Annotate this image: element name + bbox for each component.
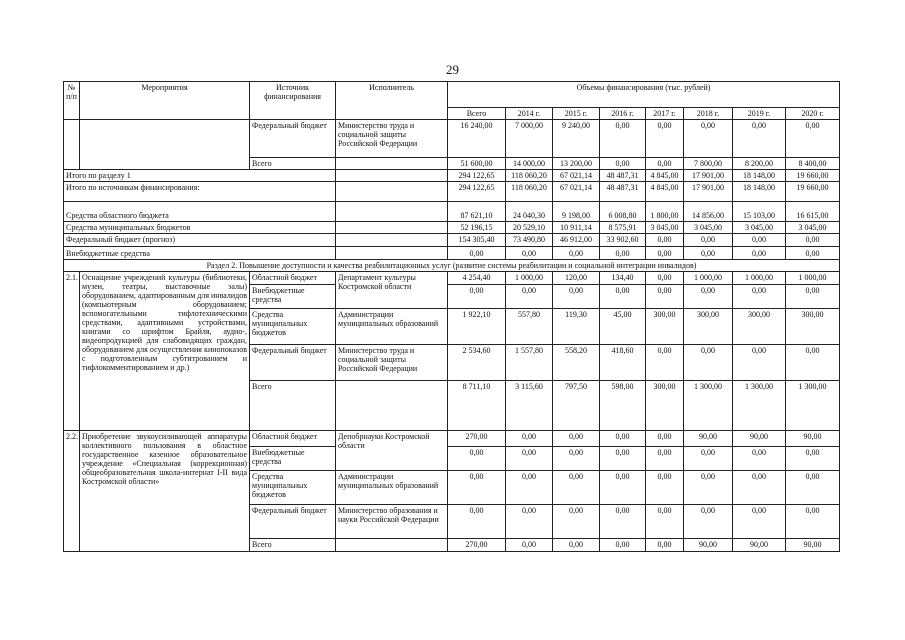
table-row [64, 272, 840, 285]
value-cell: 0,00 [684, 447, 733, 471]
total-row [64, 182, 840, 202]
year-header: 2020 г. [786, 108, 840, 120]
value-cell: 90,00 [733, 539, 786, 552]
value-cell: 1 557,80 [506, 345, 553, 381]
value-cell: 18 148,00 [733, 170, 786, 182]
value-cell: 0,00 [733, 247, 786, 260]
value-cell: 0,00 [786, 505, 840, 539]
value-cell: 16 615,00 [786, 202, 840, 222]
value-cell: 0,00 [600, 447, 646, 471]
value-cell: 0,00 [506, 505, 553, 539]
col-executor-header: Исполнитель [336, 82, 448, 120]
year-header: 2018 г. [684, 108, 733, 120]
value-cell: 0,00 [646, 539, 684, 552]
year-header: 2014 г. [506, 108, 553, 120]
value-cell: 0,00 [646, 234, 684, 247]
executor-cell: Министерство труда и социальной защиты Российской Федерации [336, 120, 448, 158]
value-cell: 90,00 [786, 539, 840, 552]
value-cell: 0,00 [600, 505, 646, 539]
financing-table [63, 81, 840, 552]
value-cell: 9 198,00 [553, 202, 600, 222]
value-cell: 294 122,65 [448, 170, 506, 182]
value-cell: 24 040,30 [506, 202, 553, 222]
value-cell: 4 254,40 [448, 272, 506, 285]
table-row [64, 120, 840, 158]
value-cell: 0,00 [646, 345, 684, 381]
source-cell: Внебюджетные средства [250, 447, 336, 471]
value-cell: 598,00 [600, 381, 646, 431]
source-cell: Всего [250, 158, 336, 170]
value-cell: 0,00 [506, 247, 553, 260]
value-cell: 0,00 [600, 158, 646, 170]
value-cell: 18 148,00 [733, 182, 786, 202]
value-cell: 0,00 [506, 539, 553, 552]
value-cell: 0,00 [646, 120, 684, 158]
col-measures-header: Мероприятия [80, 82, 250, 120]
value-cell: 90,00 [684, 431, 733, 447]
value-cell: 0,00 [786, 345, 840, 381]
executor-cell: Министерство труда и социальной защиты Российской Федерации [336, 345, 448, 381]
value-cell: 3 045,00 [684, 222, 733, 234]
value-cell: 1 300,00 [733, 381, 786, 431]
value-cell: 0,00 [733, 120, 786, 158]
value-cell: 0,00 [553, 539, 600, 552]
empty-cell [80, 120, 250, 170]
value-cell: 48 487,31 [600, 182, 646, 202]
value-cell: 0,00 [646, 285, 684, 309]
value-cell: 0,00 [600, 471, 646, 505]
value-cell: 73 490,80 [506, 234, 553, 247]
value-cell: 0,00 [646, 431, 684, 447]
value-cell: 14 000,00 [506, 158, 553, 170]
value-cell: 14 856,00 [684, 202, 733, 222]
year-header: 2016 г. [600, 108, 646, 120]
value-cell: 1 000,00 [733, 272, 786, 285]
value-cell: 0,00 [684, 285, 733, 309]
value-cell: 0,00 [448, 471, 506, 505]
value-cell: 294 122,65 [448, 182, 506, 202]
value-cell: 16 240,00 [448, 120, 506, 158]
value-cell: 300,00 [646, 309, 684, 345]
value-cell: 8 711,10 [448, 381, 506, 431]
value-cell: 1 000,00 [786, 272, 840, 285]
value-cell: 300,00 [786, 309, 840, 345]
value-cell: 3 045,00 [733, 222, 786, 234]
measure-description: Приобретение звукоусиливающей аппаратуры коллективного пользования в областное государственное казенное образовательное учреждение «Специальная (коррекционная) общеобразовательная школа-интернат I-II вида Костромской области» [80, 431, 250, 552]
col-source-header: Источник финансирования [250, 82, 336, 120]
value-cell: 0,00 [506, 285, 553, 309]
value-cell: 300,00 [646, 381, 684, 431]
table-row [64, 431, 840, 447]
value-cell: 0,00 [448, 447, 506, 471]
value-cell: 46 912,00 [553, 234, 600, 247]
executor-cell: Министерство образования и науки Российской Федерации [336, 505, 448, 539]
page-number: 29 [446, 62, 459, 77]
value-cell: 0,00 [786, 447, 840, 471]
value-cell: 0,00 [646, 505, 684, 539]
value-cell: 0,00 [733, 345, 786, 381]
value-cell: 0,00 [600, 539, 646, 552]
empty-cell [336, 170, 448, 182]
value-cell: 0,00 [600, 431, 646, 447]
value-cell: 120,00 [553, 272, 600, 285]
value-cell: 558,20 [553, 345, 600, 381]
section-title-row [64, 260, 840, 272]
value-cell: 48 487,31 [600, 170, 646, 182]
value-cell: 119,30 [553, 309, 600, 345]
value-cell: 13 200,00 [553, 158, 600, 170]
value-cell: 20 529,10 [506, 222, 553, 234]
value-cell: 19 660,00 [786, 170, 840, 182]
value-cell: 300,00 [733, 309, 786, 345]
value-cell: 270,00 [448, 539, 506, 552]
value-cell: 90,00 [684, 539, 733, 552]
value-cell: 0,00 [733, 285, 786, 309]
value-cell: 8 400,00 [786, 158, 840, 170]
source-cell: Федеральный бюджет [250, 120, 336, 158]
value-cell: 0,00 [646, 471, 684, 505]
value-cell: 15 103,00 [733, 202, 786, 222]
total-row [64, 222, 840, 234]
value-cell: 90,00 [786, 431, 840, 447]
value-cell: 557,80 [506, 309, 553, 345]
total-label: Средства областного бюджета [64, 202, 336, 222]
value-cell: 0,00 [733, 234, 786, 247]
value-cell: 67 021,14 [553, 182, 600, 202]
value-cell: 0,00 [553, 247, 600, 260]
value-cell: 3 115,60 [506, 381, 553, 431]
item-number: 2.1. [64, 272, 80, 431]
executor-cell: Администрации муниципальных образований [336, 309, 448, 345]
value-cell: 1 000,00 [684, 272, 733, 285]
value-cell: 0,00 [786, 120, 840, 158]
value-cell: 0,00 [448, 285, 506, 309]
value-cell: 3 045,00 [646, 222, 684, 234]
value-cell: 2 534,60 [448, 345, 506, 381]
value-cell: 9 240,00 [553, 120, 600, 158]
value-cell: 45,00 [600, 309, 646, 345]
value-cell: 0,00 [684, 471, 733, 505]
value-cell: 7 800,00 [684, 158, 733, 170]
executor-cell [336, 381, 448, 431]
value-cell: 0,00 [786, 234, 840, 247]
value-cell: 0,00 [684, 234, 733, 247]
value-cell: 1 000,00 [506, 272, 553, 285]
value-cell: 0,00 [646, 447, 684, 471]
value-cell: 33 902,60 [600, 234, 646, 247]
empty-cell [64, 120, 80, 170]
value-cell: 0,00 [733, 471, 786, 505]
value-cell: 0,00 [684, 247, 733, 260]
value-cell: 52 196,15 [448, 222, 506, 234]
value-cell: 418,60 [600, 345, 646, 381]
value-cell: 1 300,00 [786, 381, 840, 431]
value-cell: 134,40 [600, 272, 646, 285]
value-cell: 0,00 [786, 247, 840, 260]
executor-cell [336, 158, 448, 170]
empty-cell [336, 182, 448, 202]
total-label: Итого по разделу 1 [64, 170, 336, 182]
value-cell: 87 621,10 [448, 202, 506, 222]
executor-cell: Департамент культуры Костромской области [336, 272, 448, 309]
value-cell: 118 060,20 [506, 182, 553, 202]
value-cell: 0,00 [684, 505, 733, 539]
value-cell: 0,00 [646, 158, 684, 170]
source-cell: Всего [250, 539, 336, 552]
year-header: 2015 г. [553, 108, 600, 120]
value-cell: 0,00 [553, 471, 600, 505]
total-row [64, 202, 840, 222]
value-cell: 0,00 [684, 120, 733, 158]
value-cell: 4 845,00 [646, 170, 684, 182]
executor-cell: Администрации муниципальных образований [336, 471, 448, 505]
source-cell: Федеральный бюджет [250, 345, 336, 381]
source-cell: Средства муниципальных бюджетов [250, 471, 336, 505]
total-row [64, 247, 840, 260]
total-label: Итого по источникам финансирования: [64, 182, 336, 202]
value-cell: 3 045,00 [786, 222, 840, 234]
header-row [64, 82, 840, 108]
value-cell: 0,00 [786, 471, 840, 505]
source-cell: Средства муниципальных бюджетов [250, 309, 336, 345]
value-cell: 1 922,10 [448, 309, 506, 345]
value-cell: 7 000,00 [506, 120, 553, 158]
section-title: Раздел 2. Повышение доступности и качества реабилитационных услуг (развитие системы реабилитации и социальной интеграции инвалидов) [64, 260, 840, 272]
empty-cell [336, 202, 448, 222]
value-cell: 10 911,14 [553, 222, 600, 234]
source-cell: Внебюджетные средства [250, 285, 336, 309]
total-label: Внебюджетные средства [64, 247, 336, 260]
total-row [64, 234, 840, 247]
value-cell: 118 060,20 [506, 170, 553, 182]
value-cell: 17 901,00 [684, 170, 733, 182]
value-cell: 0,00 [506, 447, 553, 471]
value-cell: 0,00 [600, 285, 646, 309]
value-cell: 17 901,00 [684, 182, 733, 202]
source-cell: Федеральный бюджет [250, 505, 336, 539]
value-cell: 4 845,00 [646, 182, 684, 202]
value-cell: 0,00 [600, 247, 646, 260]
value-cell: 0,00 [733, 447, 786, 471]
source-cell: Всего [250, 381, 336, 431]
value-cell: 0,00 [448, 247, 506, 260]
value-cell: 0,00 [786, 285, 840, 309]
year-header: Всего [448, 108, 506, 120]
value-cell: 0,00 [553, 447, 600, 471]
value-cell: 270,00 [448, 431, 506, 447]
value-cell: 0,00 [646, 247, 684, 260]
empty-cell [336, 222, 448, 234]
total-label: Федеральный бюджет (прогноз) [64, 234, 336, 247]
total-row [64, 170, 840, 182]
value-cell: 0,00 [733, 505, 786, 539]
value-cell: 90,00 [733, 431, 786, 447]
value-cell: 300,00 [684, 309, 733, 345]
value-cell: 1 800,00 [646, 202, 684, 222]
year-header: 2017 г. [646, 108, 684, 120]
empty-cell [336, 247, 448, 260]
source-cell: Областной бюджет [250, 272, 336, 285]
value-cell: 0,00 [553, 505, 600, 539]
value-cell: 0,00 [553, 285, 600, 309]
value-cell: 6 008,80 [600, 202, 646, 222]
source-cell: Областной бюджет [250, 431, 336, 447]
empty-cell [336, 234, 448, 247]
value-cell: 8 575,91 [600, 222, 646, 234]
value-cell: 0,00 [646, 272, 684, 285]
value-cell: 0,00 [553, 431, 600, 447]
value-cell: 19 660,00 [786, 182, 840, 202]
year-header: 2019 г. [733, 108, 786, 120]
value-cell: 0,00 [448, 505, 506, 539]
value-cell: 0,00 [684, 345, 733, 381]
value-cell: 154 305,40 [448, 234, 506, 247]
item-number: 2.2. [64, 431, 80, 552]
executor-cell: Депобрнауки Костромской области [336, 431, 448, 471]
total-label: Средства муниципальных бюджетов [64, 222, 336, 234]
value-cell: 0,00 [600, 120, 646, 158]
value-cell: 0,00 [506, 431, 553, 447]
col-volumes-header: Объемы финансирования (тыс. рублей) [448, 82, 840, 108]
executor-cell [336, 539, 448, 552]
value-cell: 8 200,00 [733, 158, 786, 170]
col-number-header: № п/п [64, 82, 80, 120]
value-cell: 797,50 [553, 381, 600, 431]
measure-description: Оснащение учреждений культуры (библиотеки, музеи, театры, выставочные залы) оборудованием, адаптированным для инвалидов (компьютерным оборудованием; вспомогательными тифлотехническими средствами, адаптивными устройствами, книгами со шрифтом Брайля, аудио-, видеопродукцией для слабовидящих граждан, оборудованием для осуществления кинопоказов с подготовленным субтитрованием и тифлокомментированием и др.) [80, 272, 250, 431]
value-cell: 67 021,14 [553, 170, 600, 182]
value-cell: 1 300,00 [684, 381, 733, 431]
value-cell: 51 600,00 [448, 158, 506, 170]
value-cell: 0,00 [506, 471, 553, 505]
